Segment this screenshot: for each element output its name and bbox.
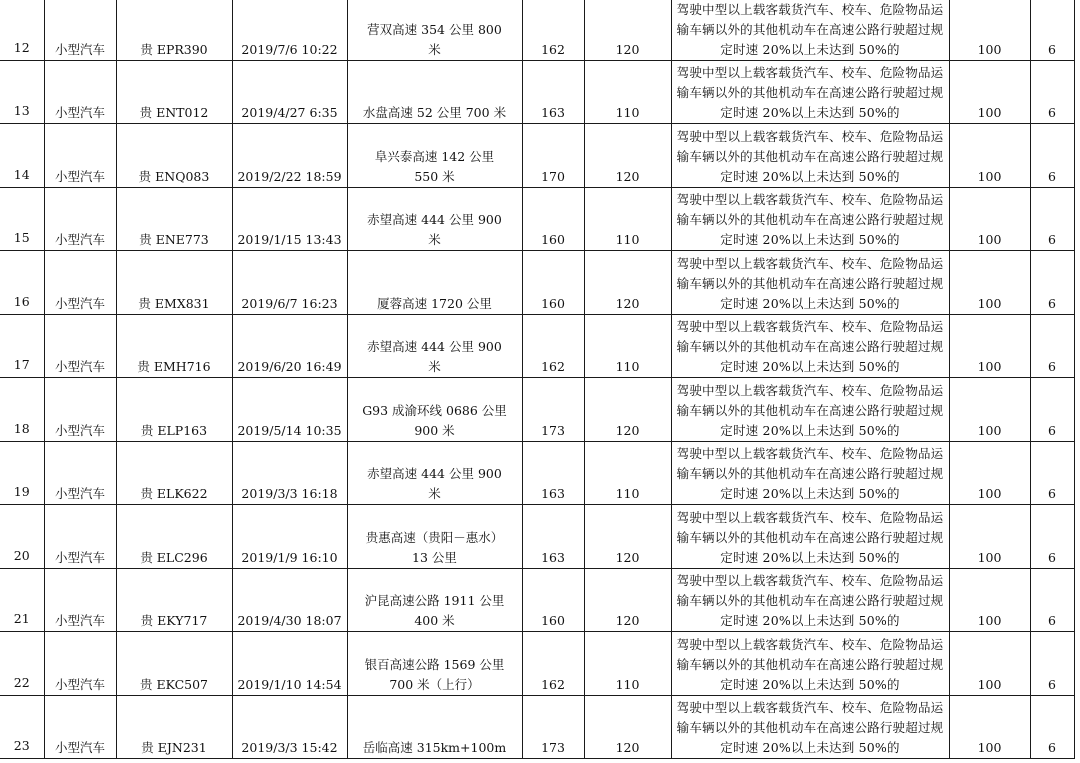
measured-speed-cell: 162 [522,632,584,696]
speed-limit-cell: 110 [584,632,671,696]
table-row [0,187,1074,251]
plate-number-cell: 贵 ELC296 [116,505,232,569]
fine-amount-cell: 100 [949,568,1030,632]
violation-description-cell: 驾驶中型以上载客载货汽车、校车、危险物品运输车辆以外的其他机动车在高速公路行驶超过规定时速 20%以上未达到 50%的 [671,187,949,251]
speed-limit-cell: 120 [584,505,671,569]
penalty-points-cell: 6 [1030,632,1074,696]
vehicle-type-cell: 小型汽车 [44,695,116,759]
vehicle-type-cell: 小型汽车 [44,187,116,251]
row-index: 23 [0,695,44,759]
location-cell [347,378,522,442]
row-index: 18 [0,378,44,442]
speed-limit-cell: 120 [584,124,671,188]
penalty-points-cell: 6 [1030,695,1074,759]
plate-number-cell: 贵 ELK622 [116,441,232,505]
speed-limit-cell: 110 [584,441,671,505]
table-row [0,441,1074,505]
row-index: 15 [0,187,44,251]
row-index: 20 [0,505,44,569]
penalty-points-cell: 6 [1030,60,1074,124]
table-row [0,0,1074,60]
violation-description-cell: 驾驶中型以上载客载货汽车、校车、危险物品运输车辆以外的其他机动车在高速公路行驶超过规定时速 20%以上未达到 50%的 [671,632,949,696]
violation-time-cell: 2019/3/3 16:18 [232,441,347,505]
fine-amount-cell: 100 [949,251,1030,315]
location-cell [347,314,522,378]
table-row [0,632,1074,696]
vehicle-type-cell: 小型汽车 [44,441,116,505]
location-cell [347,187,522,251]
fine-amount-cell: 100 [949,378,1030,442]
violation-description-cell: 驾驶中型以上载客载货汽车、校车、危险物品运输车辆以外的其他机动车在高速公路行驶超过规定时速 20%以上未达到 50%的 [671,314,949,378]
penalty-points-cell: 6 [1030,251,1074,315]
plate-number-cell: 贵 ENT012 [116,60,232,124]
location-text: 水盘高速 52 公里 700 米 [362,105,507,120]
violation-description-cell: 驾驶中型以上载客载货汽车、校车、危险物品运输车辆以外的其他机动车在高速公路行驶超过规定时速 20%以上未达到 50%的 [671,568,949,632]
plate-number-cell: 贵 EKC507 [116,632,232,696]
plate-number-cell: 贵 ENE773 [116,187,232,251]
measured-speed-cell: 173 [522,695,584,759]
violation-time-cell: 2019/3/3 15:42 [232,695,347,759]
vehicle-type-cell: 小型汽车 [44,0,116,60]
violation-description-cell: 驾驶中型以上载客载货汽车、校车、危险物品运输车辆以外的其他机动车在高速公路行驶超过规定时速 20%以上未达到 50%的 [671,695,949,759]
violation-description-cell: 驾驶中型以上载客载货汽车、校车、危险物品运输车辆以外的其他机动车在高速公路行驶超过规定时速 20%以上未达到 50%的 [671,378,949,442]
measured-speed-cell: 160 [522,251,584,315]
row-index: 21 [0,568,44,632]
table-row [0,124,1074,188]
location-text: 阜兴泰高速 142 公里 550 米 [374,148,495,184]
location-text: 沪昆高速公路 1911 公里 400 米 [364,593,505,628]
violation-time-cell: 2019/1/15 13:43 [232,187,347,251]
location-cell [347,60,522,124]
violation-description-cell: 驾驶中型以上载客载货汽车、校车、危险物品运输车辆以外的其他机动车在高速公路行驶超过规定时速 20%以上未达到 50%的 [671,124,949,188]
violation-description-cell: 驾驶中型以上载客载货汽车、校车、危险物品运输车辆以外的其他机动车在高速公路行驶超过规定时速 20%以上未达到 50%的 [671,441,949,505]
vehicle-type-cell: 小型汽车 [44,568,116,632]
table-row [0,568,1074,632]
row-index: 16 [0,251,44,315]
penalty-points-cell: 6 [1030,441,1074,505]
vehicle-type-cell: 小型汽车 [44,314,116,378]
row-index: 17 [0,314,44,378]
penalty-points-cell: 6 [1030,187,1074,251]
table-row [0,251,1074,315]
measured-speed-cell: 160 [522,187,584,251]
violation-time-cell: 2019/1/9 16:10 [232,505,347,569]
table-row [0,505,1074,569]
measured-speed-cell: 163 [522,441,584,505]
location-cell [347,505,522,569]
location-cell [347,251,522,315]
location-text: 赤望高速 444 公里 900 米 [367,339,502,374]
violation-time-cell: 2019/6/7 16:23 [232,251,347,315]
penalty-points-cell: 6 [1030,568,1074,632]
violation-description-cell: 驾驶中型以上载客载货汽车、校车、危险物品运输车辆以外的其他机动车在高速公路行驶超过规定时速 20%以上未达到 50%的 [671,0,949,60]
speed-limit-cell: 110 [584,60,671,124]
location-text: 岳临高速 315km+100m [362,740,507,755]
location-text: 营双高速 354 公里 800 米 [367,21,502,57]
vehicle-type-cell: 小型汽车 [44,251,116,315]
fine-amount-cell: 100 [949,505,1030,569]
location-text: 赤望高速 444 公里 900 米 [367,466,502,501]
fine-amount-cell: 100 [949,695,1030,759]
measured-speed-cell: 163 [522,505,584,569]
violation-time-cell: 2019/5/14 10:35 [232,378,347,442]
row-index: 19 [0,441,44,505]
speed-limit-cell: 120 [584,251,671,315]
plate-number-cell: 贵 EKY717 [116,568,232,632]
location-text: 厦蓉高速 1720 公里 [377,295,492,311]
measured-speed-cell: 162 [522,314,584,378]
plate-number-cell: 贵 EPR390 [116,0,232,60]
measured-speed-cell: 162 [522,0,584,60]
table-row [0,314,1074,378]
violation-description-cell: 驾驶中型以上载客载货汽车、校车、危险物品运输车辆以外的其他机动车在高速公路行驶超过规定时速 20%以上未达到 50%的 [671,251,949,315]
speed-limit-cell: 120 [584,378,671,442]
plate-number-cell: 贵 EMH716 [116,314,232,378]
location-cell [347,0,522,60]
fine-amount-cell: 100 [949,187,1030,251]
speed-limit-cell: 110 [584,187,671,251]
location-cell [347,695,522,759]
fine-amount-cell: 100 [949,632,1030,696]
fine-amount-cell: 100 [949,314,1030,378]
location-cell [347,124,522,188]
penalty-points-cell: 6 [1030,0,1074,60]
fine-amount-cell: 100 [949,0,1030,60]
location-cell [347,441,522,505]
location-text: 贵惠高速（贵阳－惠水）13 公里 [365,529,504,565]
table-row [0,695,1074,759]
speed-limit-cell: 120 [584,568,671,632]
penalty-points-cell: 6 [1030,124,1074,188]
measured-speed-cell: 170 [522,124,584,188]
violation-time-cell: 2019/4/27 6:35 [232,60,347,124]
location-text: 赤望高速 444 公里 900 米 [367,212,502,247]
location-cell [347,632,522,696]
row-index: 22 [0,632,44,696]
violation-time-cell: 2019/2/22 18:59 [232,124,347,188]
penalty-points-cell: 6 [1030,314,1074,378]
location-text: 银百高速公路 1569 公里 700 米（上行） [364,656,505,692]
fine-amount-cell: 100 [949,60,1030,124]
violation-time-cell: 2019/1/10 14:54 [232,632,347,696]
vehicle-type-cell: 小型汽车 [44,632,116,696]
plate-number-cell: 贵 EJN231 [116,695,232,759]
vehicle-type-cell: 小型汽车 [44,124,116,188]
vehicle-type-cell: 小型汽车 [44,378,116,442]
plate-number-cell: 贵 EMX831 [116,251,232,315]
violation-time-cell: 2019/4/30 18:07 [232,568,347,632]
fine-amount-cell: 100 [949,441,1030,505]
penalty-points-cell: 6 [1030,378,1074,442]
measured-speed-cell: 163 [522,60,584,124]
violation-time-cell: 2019/6/20 16:49 [232,314,347,378]
plate-number-cell: 贵 ENQ083 [116,124,232,188]
vehicle-type-cell: 小型汽车 [44,505,116,569]
violation-description-cell: 驾驶中型以上载客载货汽车、校车、危险物品运输车辆以外的其他机动车在高速公路行驶超过规定时速 20%以上未达到 50%的 [671,505,949,569]
location-text: G93 成渝环线 0686 公里 900 米 [362,402,507,438]
vehicle-type-cell: 小型汽车 [44,60,116,124]
speed-limit-cell: 120 [584,0,671,60]
penalty-points-cell: 6 [1030,505,1074,569]
row-index: 12 [0,0,44,60]
row-index: 14 [0,124,44,188]
measured-speed-cell: 173 [522,378,584,442]
speed-limit-cell: 120 [584,695,671,759]
fine-amount-cell: 100 [949,124,1030,188]
table-row [0,378,1074,442]
plate-number-cell: 贵 ELP163 [116,378,232,442]
speed-limit-cell: 110 [584,314,671,378]
violation-time-cell: 2019/7/6 10:22 [232,0,347,60]
table-row [0,60,1074,124]
location-cell [347,568,522,632]
measured-speed-cell: 160 [522,568,584,632]
row-index: 13 [0,60,44,124]
violation-description-cell: 驾驶中型以上载客载货汽车、校车、危险物品运输车辆以外的其他机动车在高速公路行驶超过规定时速 20%以上未达到 50%的 [671,60,949,124]
